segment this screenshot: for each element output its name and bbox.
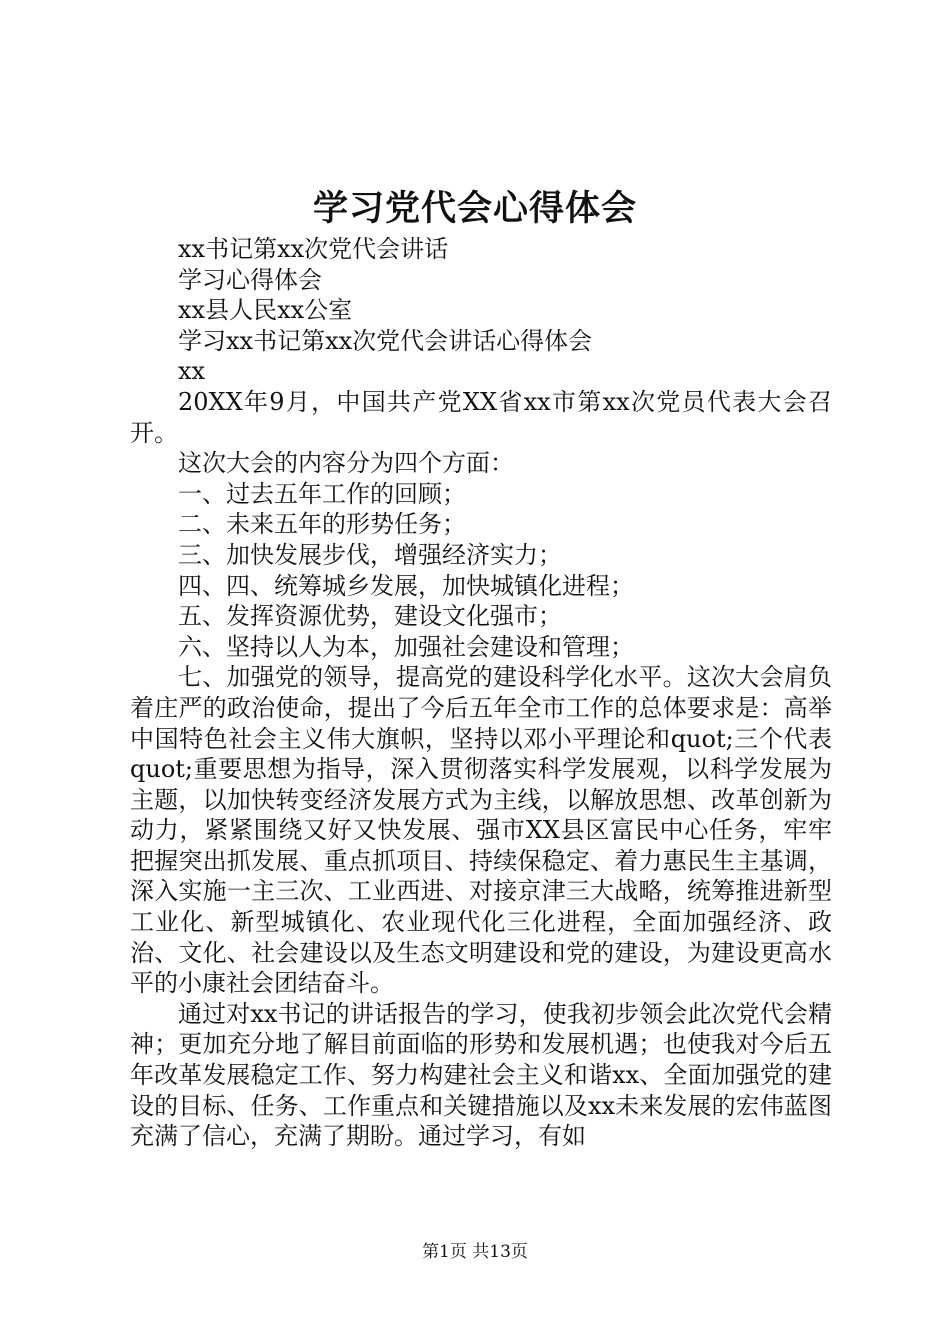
document-body [130,234,832,1152]
paragraph: 四、四、统筹城乡发展，加快城镇化进程； [178,571,634,600]
paragraph: 六、坚持以人为本，加强社会建设和管理； [178,632,634,661]
paragraph: 20XX年9月，中国共产党XX省xx市第xx次党员代表大会召开。 [130,387,832,447]
paragraph: xx书记第xx次党代会讲话 [178,235,449,263]
paragraph: xx县人民xx公室 [178,296,353,325]
paragraph: 学习xx书记第xx次党代会讲话心得体会 [178,326,593,355]
paragraph: 七、加强党的领导，提高党的建设科学化水平。这次大会肩负着庄严的政治使命，提出了今后五年全市工作的总体要求是：高举中国特色社会主义伟大旗帜，坚持以邓小平理论和quot;三个代表quot;重要思想为指导，深入贯彻落实科学发展观，以科学发展为主题，以加快转变经济发展方式为主线，以解放思想、改革创新为动力，紧紧围绕又好又快发展、强市XX县区富民中心任务，牢牢把握突出抓发展、重点抓项目、持续保稳定、着力惠民生主基调，深入实施一主三次、工业西进、对接京津三大战略，统筹推进新型工业化、新型城镇化、农业现代化三化进程，全面加强经济、政治、文化、社会建设以及生态文明建设和党的建设，为建设更高水平的小康社会团结奋斗。 [130,663,832,998]
paragraph: 三、加快发展步伐，增强经济实力； [178,540,562,569]
paragraph: 这次大会的内容分为四个方面： [178,449,514,478]
page-footer: 第1页 共13页 [422,1242,528,1262]
paragraph: 一、过去五年工作的回顾； [178,479,466,508]
paragraph: xx [178,357,206,386]
paragraph: 学习心得体会 [178,265,322,294]
paragraph: 二、未来五年的形势任务； [178,510,466,539]
paragraph: 五、发挥资源优势，建设文化强市； [178,602,562,631]
document-title: 学习党代会心得体会 [312,188,637,229]
paragraph: 通过对xx书记的讲话报告的学习，使我初步领会此次党代会精神；更加充分地了解目前面临的形势和发展机遇；也使我对今后五年改革发展稳定工作、努力构建社会主义和谐xx、全面加强党的建设的目标、任务、工作重点和关键措施以及xx未来发展的宏伟蓝图充满了信心，充满了期盼。通过学习，有如 [130,999,832,1151]
